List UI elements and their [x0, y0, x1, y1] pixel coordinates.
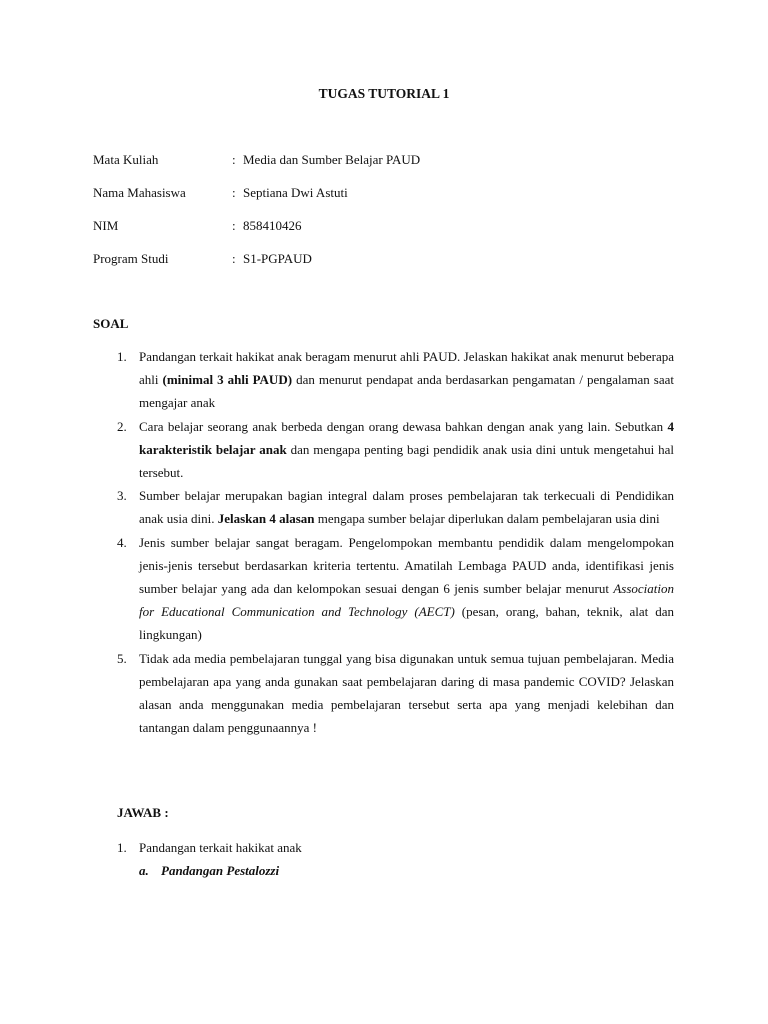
question-text: dan menurut pendapat anda berdasarkan pengamatan / pengalaman saat mengajar anak — [139, 372, 674, 411]
question-item — [117, 345, 674, 415]
question-emphasis: (minimal 3 ahli PAUD) — [162, 372, 293, 388]
question-number: 5. — [117, 650, 127, 666]
meta-colon: : — [232, 218, 236, 233]
question-italic: Association for Educational Communication and Technology (AECT) — [139, 581, 674, 620]
question-text: Jenis sumber belajar sangat beragam. Pengelompokan membantu pendidik dalam mengelompokan jenis-jenis tersebut berdasarkan kriteria tertentu. Amatilah Lembaga PAUD anda, identifikasi jenis sumber belajar yang ada dan kelompokan sesuai dengan 6 jenis sumber belajar menurut — [139, 534, 674, 597]
question-number: 4. — [117, 534, 127, 550]
document-title: TUGAS TUTORIAL 1 — [318, 86, 450, 101]
question-text: mengapa sumber belajar diperlukan dalam pembelajaran usia dini — [314, 511, 660, 527]
meta-colon: : — [232, 251, 236, 266]
question-item — [117, 647, 674, 740]
question-text: (pesan, orang, bahan, teknik, alat dan lingkungan) — [139, 604, 674, 643]
meta-label: Mata Kuliah — [93, 152, 159, 167]
answer-number: 1. — [117, 840, 127, 855]
question-text: Tidak ada media pembelajaran tunggal yang bisa digunakan untuk semua tujuan pembelajaran. Media pembelajaran apa yang anda gunakan saat pembelajaran daring di masa pandemic COVID? Jelaskan alasan anda menggunakan media pembelajaran tersebut serta apa yang menjadi kelebihan dan tantangan dalam penggunaannya ! — [139, 650, 674, 736]
meta-value: S1-PGPAUD — [243, 251, 312, 266]
meta-row-nim — [93, 217, 693, 235]
meta-colon: : — [232, 152, 236, 167]
meta-row-mata-kuliah — [93, 151, 693, 169]
meta-label: NIM — [93, 218, 119, 233]
question-text: dan mengapa penting bagi pendidik anak usia dini untuk mengetahui hal tersebut. — [139, 441, 674, 481]
question-text: Cara belajar seorang anak berbeda dengan orang dewasa bahkan dengan anak yang lain. Sebutkan — [139, 418, 668, 434]
soal-heading: SOAL — [93, 316, 129, 331]
jawab-heading: JAWAB : — [117, 805, 169, 820]
question-item — [117, 415, 674, 485]
meta-value: 858410426 — [243, 218, 302, 233]
question-text: Sumber belajar merupakan bagian integral dalam proses pembelajaran tak terkecuali di Pendidikan anak usia dini. — [139, 488, 674, 527]
subitem-letter: a. — [139, 863, 149, 878]
question-list — [117, 345, 674, 739]
question-text: Pandangan terkait hakikat anak beragam menurut ahli PAUD. Jelaskan hakikat anak menurut beberapa ahli — [139, 349, 674, 388]
answer-text: Pandangan terkait hakikat anak — [139, 840, 302, 855]
question-number: 3. — [117, 488, 127, 504]
meta-value: Media dan Sumber Belajar PAUD — [243, 152, 421, 167]
meta-row-program-studi — [93, 250, 693, 268]
meta-colon: : — [232, 185, 236, 200]
meta-label: Nama Mahasiswa — [93, 185, 186, 200]
meta-label: Program Studi — [93, 251, 169, 266]
meta-value: Septiana Dwi Astuti — [243, 185, 348, 200]
question-number: 2. — [117, 418, 127, 434]
question-number: 1. — [117, 349, 127, 364]
question-item — [117, 484, 674, 530]
question-emphasis: Jelaskan 4 alasan — [217, 511, 315, 527]
question-emphasis: 4 karakteristik belajar anak — [139, 418, 674, 457]
meta-row-nama-mahasiswa — [93, 184, 693, 202]
subitem-text: Pandangan Pestalozzi — [161, 863, 280, 878]
question-item — [117, 531, 674, 647]
